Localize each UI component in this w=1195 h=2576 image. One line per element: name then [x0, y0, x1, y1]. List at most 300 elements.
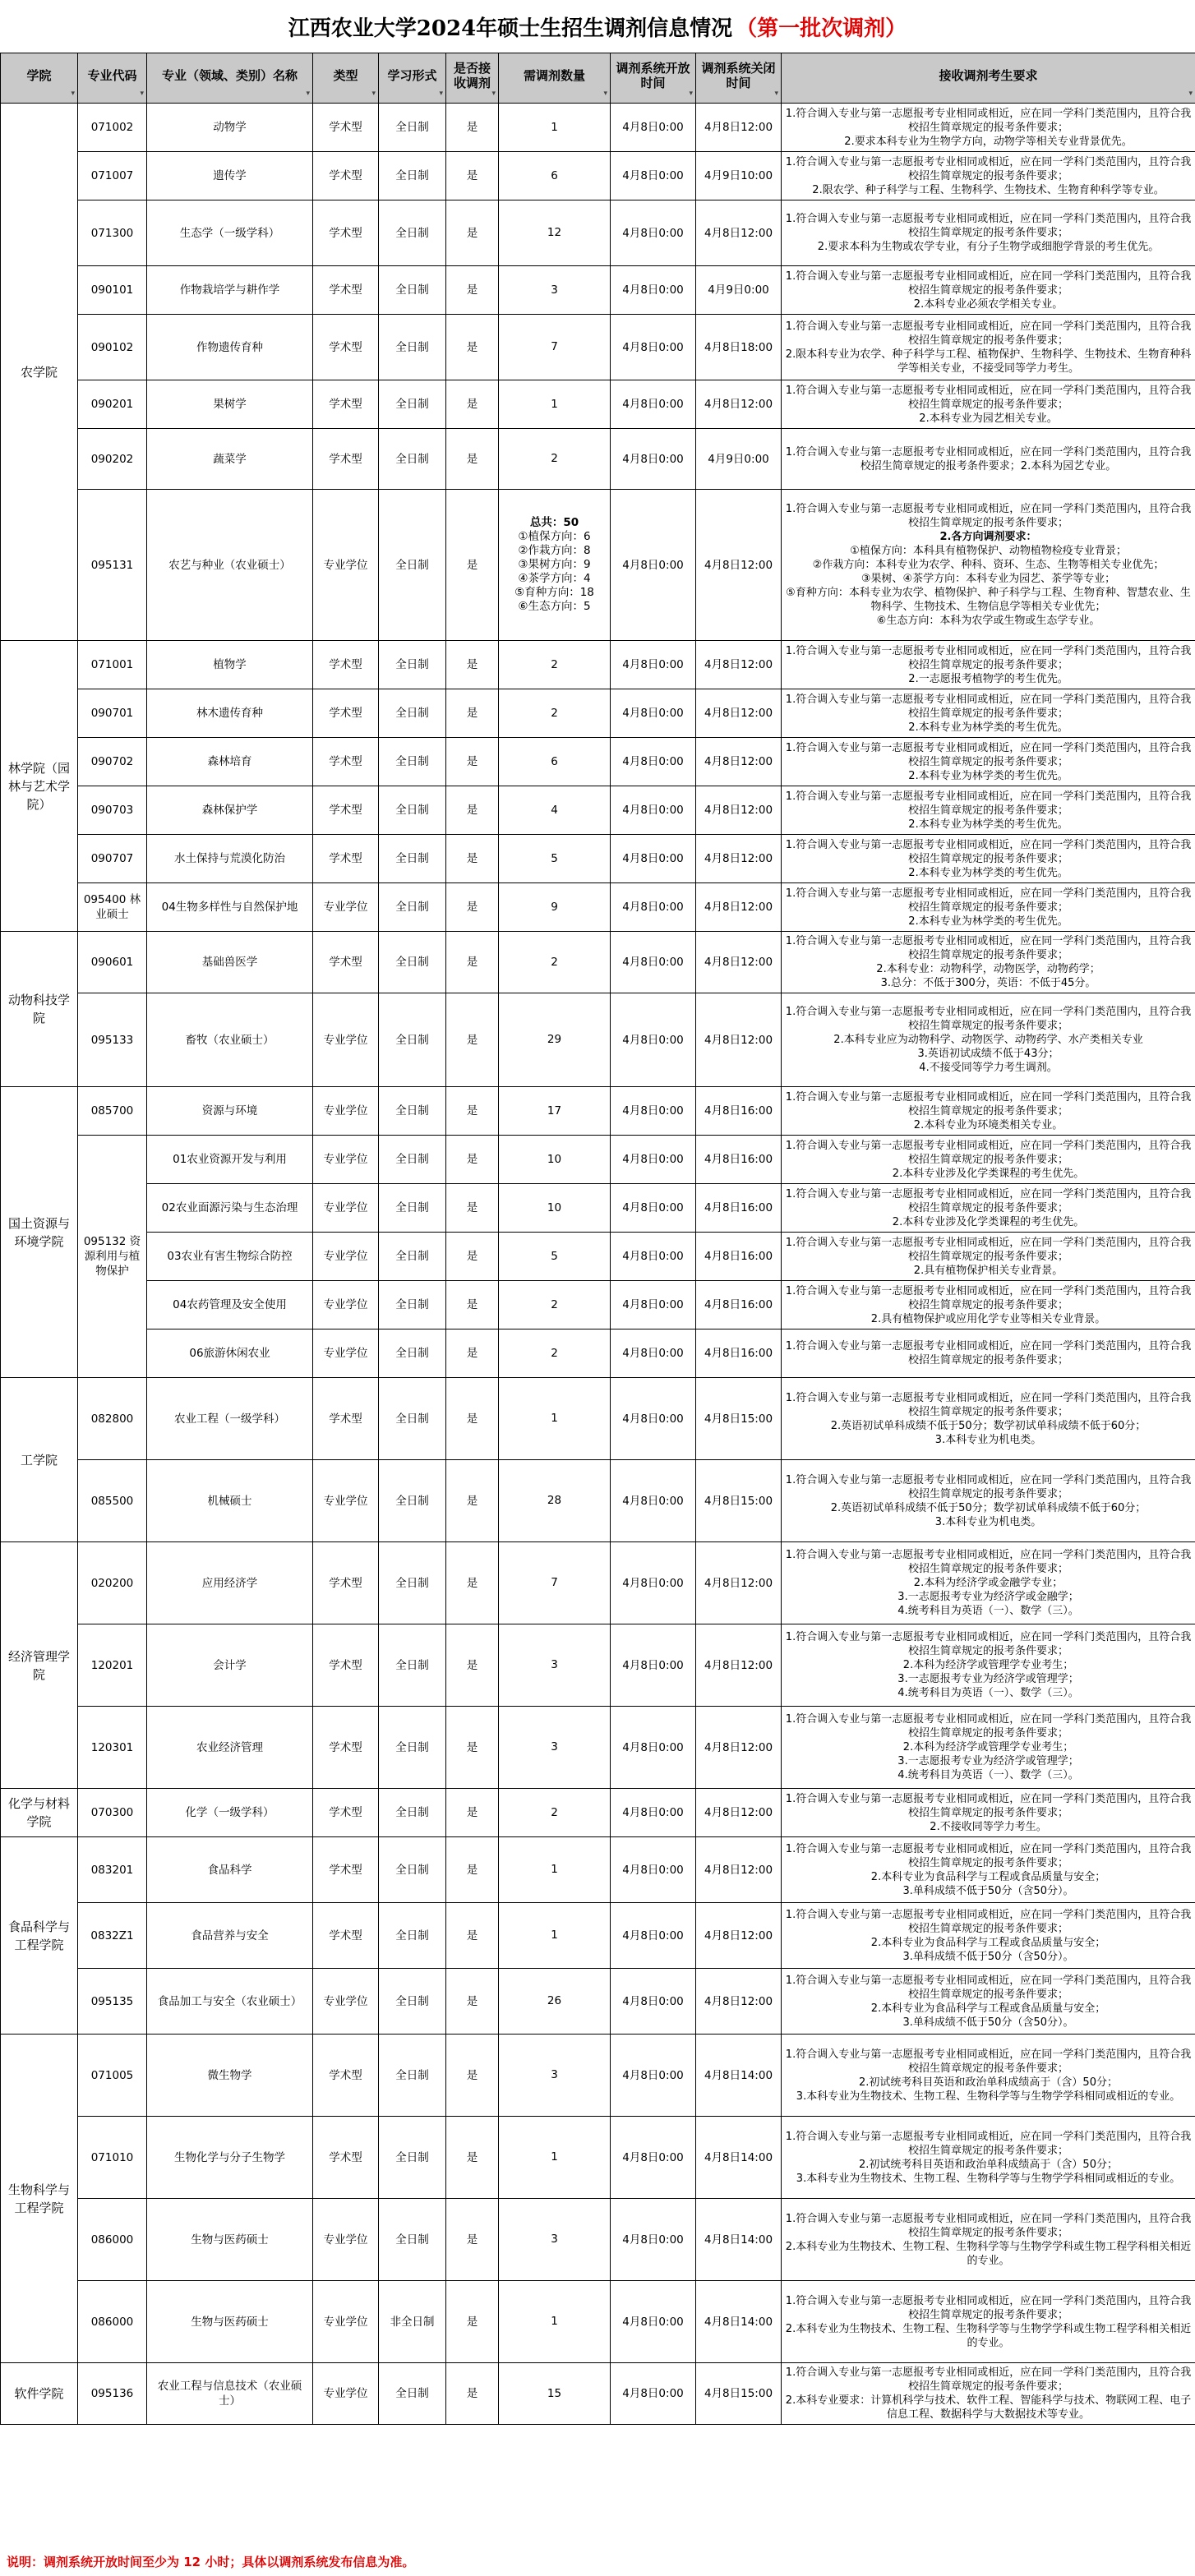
requirement-line: 2.本科为经济学或金融学专业； [913, 1577, 1064, 1589]
requirement-line: 3.一志愿报考专业为经济学或管理学； [897, 1755, 1079, 1767]
open-time-cell: 4月8日0:00 [611, 2117, 696, 2199]
accept-cell: 是 [446, 689, 499, 738]
table-row [1, 2117, 1195, 2199]
department-cell: 软件学院 [1, 2363, 78, 2425]
accept-cell: 是 [446, 380, 499, 429]
requirement-line: 2.本科专业为生物技术、生物工程、生物科学等与生物学学科或生物工程学科相关相近的专业。 [785, 2322, 1192, 2349]
mode-cell: 全日制 [379, 883, 446, 932]
major-cell: 农艺与种业（农业硕士） [147, 490, 313, 641]
requirement-line: 1.符合调入专业与第一志愿报考专业相同或相近，应在同一学科门类范围内，且符合我校招生简章规定的报考条件要求； [785, 320, 1192, 347]
requirement-line: 2.具有植物保护或应用化学专业等相关专业背景。 [870, 1312, 1106, 1325]
requirements-cell [782, 380, 1195, 429]
requirement-line: 1.符合调入专业与第一志愿报考专业相同或相近，应在同一学科门类范围内，且符合我校招生简章规定的报考条件要求； [785, 1340, 1192, 1366]
mode-cell: 全日制 [379, 200, 446, 266]
requirement-line: 1.符合调入专业与第一志愿报考专业相同或相近，应在同一学科门类范围内，且符合我校招生简章规定的报考条件要求； [785, 1006, 1192, 1032]
quota-cell [499, 266, 611, 315]
requirements-cell [782, 1233, 1195, 1281]
requirements-cell [782, 641, 1195, 689]
requirement-line: 3.本科专业为生物技术、生物工程、生物科学等与生物学学科相同或相近的专业。 [796, 2090, 1181, 2103]
major-code-cell: 085700 [78, 1087, 147, 1136]
close-time-cell: 4月8日16:00 [696, 1329, 782, 1378]
quota-line: 1 [551, 1863, 558, 1876]
quota-line: 1 [551, 1412, 558, 1425]
table-row [1, 490, 1195, 641]
mode-cell: 全日制 [379, 2035, 446, 2117]
major-code-cell: 090102 [78, 315, 147, 380]
mode-cell: 全日制 [379, 993, 446, 1087]
open-time-cell: 4月8日0:00 [611, 1624, 696, 1707]
major-cell: 生物化学与分子生物学 [147, 2117, 313, 2199]
quota-cell [499, 883, 611, 932]
accept-cell: 是 [446, 1281, 499, 1329]
quota-line: 1 [551, 120, 558, 134]
title-main: 江西农业大学2024年硕士生招生调剂信息情况 [288, 16, 733, 41]
column-header-label: 类型 [333, 68, 358, 83]
filter-dropdown-icon[interactable]: ▾ [140, 90, 144, 98]
type-cell: 学术型 [313, 835, 379, 883]
department-cell: 食品科学与工程学院 [1, 1837, 78, 2035]
quota-cell [499, 1087, 611, 1136]
type-cell: 专业学位 [313, 1136, 379, 1184]
requirement-line: ③果树、④茶学方向：本科专业为园艺、茶学等专业； [860, 573, 1116, 585]
type-cell: 学术型 [313, 1542, 379, 1624]
requirement-line: 3.一志愿报考专业为经济学或金融学； [897, 1591, 1079, 1603]
major-cell: 蔬菜学 [147, 429, 313, 490]
requirement-line: 1.符合调入专业与第一志愿报考专业相同或相近，应在同一学科门类范围内，且符合我校招生简章规定的报考条件要求； [785, 1187, 1192, 1214]
mode-cell: 全日制 [379, 738, 446, 786]
type-cell: 专业学位 [313, 1460, 379, 1542]
type-cell: 学术型 [313, 1837, 379, 1903]
type-cell: 专业学位 [313, 1329, 379, 1378]
requirement-line: 3.英语初试成绩不低于43分； [917, 1048, 1059, 1060]
type-cell: 专业学位 [313, 1233, 379, 1281]
major-code-cell: 095132 资源利用与植物保护 [78, 1136, 147, 1378]
requirement-line: 2.本科专业涉及化学类课程的考生优先。 [892, 1215, 1085, 1228]
table-row [1, 993, 1195, 1087]
quota-cell [499, 1329, 611, 1378]
quota-line: 3 [551, 1658, 558, 1671]
major-cell: 食品加工与安全（农业硕士） [147, 1969, 313, 2035]
major-cell: 遗传学 [147, 152, 313, 200]
major-code-cell: 090707 [78, 835, 147, 883]
major-cell: 植物学 [147, 641, 313, 689]
accept-cell: 是 [446, 993, 499, 1087]
requirement-line: 2.英语初试单科成绩不低于50分；数学初试单科成绩不低于60分； [830, 1501, 1147, 1514]
requirement-line: 3.本科专业为机电类。 [934, 1433, 1042, 1446]
mode-cell: 全日制 [379, 1707, 446, 1789]
requirements-cell [782, 490, 1195, 641]
quota-cell [499, 1969, 611, 2035]
major-cell: 微生物学 [147, 2035, 313, 2117]
requirement-line: 2.一志愿报考植物学的考生优先。 [908, 672, 1068, 685]
mode-cell: 全日制 [379, 835, 446, 883]
major-cell: 农业经济管理 [147, 1707, 313, 1789]
close-time-cell: 4月8日12:00 [696, 641, 782, 689]
major-code-cell: 071005 [78, 2035, 147, 2117]
requirement-line: ②作栽方向：本科专业为农学、种科、资环、生态、生物等相关专业优先； [812, 559, 1165, 571]
accept-cell: 是 [446, 641, 499, 689]
footnote: 说明：调剂系统开放时间至少为 12 小时；具体以调剂系统发布信息为准。 [7, 2554, 415, 2569]
requirement-line: 2.本科专业为林学类的考生优先。 [908, 915, 1068, 928]
type-cell: 学术型 [313, 1624, 379, 1707]
table-row [1, 2363, 1195, 2425]
major-cell: 农业工程（一级学科） [147, 1378, 313, 1460]
requirement-line: ⑥生态方向：本科为农学或生物或生态学专业。 [876, 615, 1100, 627]
requirements-cell [782, 315, 1195, 380]
requirement-line: 2.限农学、种子科学与工程、生物科学、生物技术、生物育种科学等专业。 [812, 183, 1165, 196]
column-header-type[interactable] [313, 53, 379, 104]
quota-line: 5 [551, 1249, 558, 1263]
requirement-line: 1.符合调入专业与第一志愿报考专业相同或相近，应在同一学科门类范围内，且符合我校招生简章规定的报考条件要求； [785, 270, 1192, 297]
column-header-close[interactable] [696, 53, 782, 104]
major-cell: 畜牧（农业硕士） [147, 993, 313, 1087]
column-header-req[interactable] [782, 53, 1195, 104]
quota-line: 2 [551, 955, 558, 969]
requirements-cell [782, 689, 1195, 738]
requirement-line: 1.符合调入专业与第一志愿报考专业相同或相近，应在同一学科门类范围内，且符合我校招生简章规定的报考条件要求；2.本科为园艺专业。 [785, 445, 1192, 472]
close-time-cell: 4月8日16:00 [696, 1281, 782, 1329]
close-time-cell: 4月8日16:00 [696, 1136, 782, 1184]
major-code-cell: 070300 [78, 1789, 147, 1837]
requirements-cell [782, 1707, 1195, 1789]
mode-cell: 全日制 [379, 104, 446, 152]
type-cell: 学术型 [313, 200, 379, 266]
quota-cell [499, 429, 611, 490]
quota-line: 4 [551, 803, 558, 817]
filter-dropdown-icon[interactable]: ▾ [491, 90, 496, 98]
requirement-line: 2.本科专业应为动物科学、动物医学、动物药学、水产类相关专业 [833, 1034, 1143, 1046]
table-row [1, 1281, 1195, 1329]
column-header-dept[interactable] [1, 53, 78, 104]
requirements-cell [782, 2199, 1195, 2281]
requirement-line: 2.限本科专业为农学、种子科学与工程、植物保护、生物科学、生物技术、生物育种科学等相关专业，不接受同等学力考生。 [785, 348, 1192, 375]
major-code-cell: 120201 [78, 1624, 147, 1707]
accept-cell: 是 [446, 1903, 499, 1969]
open-time-cell: 4月8日0:00 [611, 738, 696, 786]
table-row [1, 932, 1195, 993]
mode-cell: 全日制 [379, 1460, 446, 1542]
column-header-accept[interactable] [446, 53, 499, 104]
major-cell: 生物与医药硕士 [147, 2199, 313, 2281]
type-cell: 专业学位 [313, 2199, 379, 2281]
accept-cell: 是 [446, 1789, 499, 1837]
requirement-line: 1.符合调入专业与第一志愿报考专业相同或相近，应在同一学科门类范围内，且符合我校招生简章规定的报考条件要求； [785, 2294, 1192, 2321]
quota-cell [499, 1542, 611, 1624]
requirement-line: 4.统考科目为英语（一）、数学（三）。 [897, 1687, 1079, 1699]
mode-cell: 非全日制 [379, 2281, 446, 2363]
department-cell: 经济管理学院 [1, 1542, 78, 1789]
quota-cell [499, 1789, 611, 1837]
quota-line: 1 [551, 397, 558, 411]
quota-cell [499, 490, 611, 641]
open-time-cell: 4月8日0:00 [611, 1329, 696, 1378]
close-time-cell: 4月8日14:00 [696, 2281, 782, 2363]
mode-cell: 全日制 [379, 1378, 446, 1460]
table-row [1, 1087, 1195, 1136]
requirement-line: 2.本科专业为生物技术、生物工程、生物科学等与生物学学科或生物工程学科相关相近的专业。 [785, 2240, 1192, 2267]
quota-line: 1 [551, 2315, 558, 2328]
requirements-cell [782, 1184, 1195, 1233]
requirement-line: 3.本科专业为生物技术、生物工程、生物科学等与生物学学科相同或相近的专业。 [796, 2172, 1181, 2185]
requirement-line: 1.符合调入专业与第一志愿报考专业相同或相近，应在同一学科门类范围内，且符合我校招生简章规定的报考条件要求； [785, 693, 1192, 720]
filter-dropdown-icon[interactable]: ▾ [1188, 90, 1193, 98]
requirements-cell [782, 1378, 1195, 1460]
major-cell: 食品科学 [147, 1837, 313, 1903]
quota-line: 12 [547, 226, 562, 239]
open-time-cell: 4月8日0:00 [611, 1542, 696, 1624]
major-code-cell: 095136 [78, 2363, 147, 2425]
requirement-line: 1.符合调入专业与第一志愿报考专业相同或相近，应在同一学科门类范围内，且符合我校招生简章规定的报考条件要求； [785, 1473, 1192, 1500]
open-time-cell: 4月8日0:00 [611, 1378, 696, 1460]
table-row [1, 315, 1195, 380]
quota-cell [499, 104, 611, 152]
open-time-cell: 4月8日0:00 [611, 266, 696, 315]
table-row [1, 1789, 1195, 1837]
table-row [1, 104, 1195, 152]
accept-cell: 是 [446, 1542, 499, 1624]
column-header-code[interactable] [78, 53, 147, 104]
requirement-line: 1.符合调入专业与第一志愿报考专业相同或相近，应在同一学科门类范围内，且符合我校招生简章规定的报考条件要求； [785, 1391, 1192, 1418]
requirement-line: 1.符合调入专业与第一志愿报考专业相同或相近，应在同一学科门类范围内，且符合我校招生简章规定的报考条件要求； [785, 1631, 1192, 1657]
close-time-cell: 4月8日14:00 [696, 2035, 782, 2117]
requirements-cell [782, 104, 1195, 152]
filter-dropdown-icon[interactable]: ▾ [306, 90, 310, 98]
major-code-cell: 071010 [78, 2117, 147, 2199]
mode-cell: 全日制 [379, 1837, 446, 1903]
quota-line: 29 [547, 1033, 562, 1046]
major-code-cell: 071300 [78, 200, 147, 266]
major-code-cell: 086000 [78, 2199, 147, 2281]
close-time-cell: 4月8日12:00 [696, 1789, 782, 1837]
accept-cell: 是 [446, 786, 499, 835]
requirement-line: 2.本科专业为林学类的考生优先。 [908, 721, 1068, 734]
open-time-cell: 4月8日0:00 [611, 1087, 696, 1136]
close-time-cell: 4月8日12:00 [696, 786, 782, 835]
quota-cell [499, 993, 611, 1087]
major-code-cell: 090201 [78, 380, 147, 429]
accept-cell: 是 [446, 835, 499, 883]
requirement-line: 2.要求本科为生物或农学专业，有分子生物学或细胞学背景的考生优先。 [817, 241, 1160, 253]
requirement-line: 2.初试统考科目英语和政治单科成绩高于（含）50分； [859, 2076, 1118, 2089]
quota-cell [499, 1903, 611, 1969]
open-time-cell: 4月8日0:00 [611, 689, 696, 738]
table-row [1, 883, 1195, 932]
quota-line: 6 [551, 168, 558, 182]
major-code-cell: 082800 [78, 1378, 147, 1460]
close-time-cell: 4月8日12:00 [696, 993, 782, 1087]
column-header-open[interactable] [611, 53, 696, 104]
table-row [1, 1624, 1195, 1707]
open-time-cell: 4月8日0:00 [611, 200, 696, 266]
filter-dropdown-icon[interactable]: ▾ [439, 90, 443, 98]
type-cell: 学术型 [313, 1378, 379, 1460]
requirements-cell [782, 1460, 1195, 1542]
close-time-cell: 4月9日0:00 [696, 429, 782, 490]
department-cell: 国土资源与环境学院 [1, 1087, 78, 1378]
open-time-cell: 4月8日0:00 [611, 835, 696, 883]
mode-cell: 全日制 [379, 2199, 446, 2281]
column-header-label: 学习形式 [387, 68, 437, 83]
requirement-line: 2.本科专业为林学类的考生优先。 [908, 769, 1068, 782]
quota-line: 2 [551, 657, 558, 671]
type-cell: 学术型 [313, 104, 379, 152]
open-time-cell: 4月8日0:00 [611, 2363, 696, 2425]
open-time-cell: 4月8日0:00 [611, 1969, 696, 2035]
type-cell: 学术型 [313, 266, 379, 315]
type-cell: 学术型 [313, 641, 379, 689]
quota-line: ③果树方向：9 [518, 558, 591, 571]
mode-cell: 全日制 [379, 1087, 446, 1136]
column-header-quota[interactable] [499, 53, 611, 104]
requirement-line: 2.本科专业必须农学相关专业。 [913, 297, 1064, 311]
requirement-line: 2.本科专业为园艺相关专业。 [919, 412, 1058, 425]
quota-cell [499, 932, 611, 993]
accept-cell: 是 [446, 1707, 499, 1789]
major-cell: 02农业面源污染与生态治理 [147, 1184, 313, 1233]
major-cell: 06旅游休闲农业 [147, 1329, 313, 1378]
requirement-line: 4.不接受同等学力考生调剂。 [919, 1062, 1058, 1074]
filter-dropdown-icon[interactable]: ▾ [71, 90, 75, 98]
requirements-cell [782, 1624, 1195, 1707]
type-cell: 专业学位 [313, 2363, 379, 2425]
quota-cell [499, 1233, 611, 1281]
major-cell: 动物学 [147, 104, 313, 152]
quota-cell [499, 1707, 611, 1789]
major-cell: 作物栽培学与耕作学 [147, 266, 313, 315]
column-header-label: 专业（领域、类别）名称 [161, 68, 298, 83]
requirement-line: 1.符合调入专业与第一志愿报考专业相同或相近，应在同一学科门类范围内，且符合我校招生简章规定的报考条件要求； [785, 503, 1192, 529]
close-time-cell: 4月8日16:00 [696, 1184, 782, 1233]
column-header-label: 需调剂数量 [523, 68, 585, 83]
requirement-line: 2.不接收同等学力考生。 [930, 1820, 1047, 1833]
quota-cell [499, 2363, 611, 2425]
table-row [1, 266, 1195, 315]
major-cell: 生态学（一级学科） [147, 200, 313, 266]
major-cell: 作物遗传育种 [147, 315, 313, 380]
type-cell: 学术型 [313, 1903, 379, 1969]
close-time-cell: 4月8日12:00 [696, 200, 782, 266]
requirement-line: 1.符合调入专业与第一志愿报考专业相同或相近，应在同一学科门类范围内，且符合我校招生简章规定的报考条件要求； [785, 741, 1192, 768]
filter-dropdown-icon[interactable]: ▾ [774, 90, 778, 98]
type-cell: 学术型 [313, 2035, 379, 2117]
mode-cell: 全日制 [379, 1969, 446, 2035]
type-cell: 学术型 [313, 1789, 379, 1837]
mode-cell: 全日制 [379, 380, 446, 429]
quota-cell [499, 1281, 611, 1329]
close-time-cell: 4月8日12:00 [696, 380, 782, 429]
requirement-line: 2.本科专业为林学类的考生优先。 [908, 866, 1068, 879]
table-row [1, 1184, 1195, 1233]
requirements-cell [782, 786, 1195, 835]
major-cell: 资源与环境 [147, 1087, 313, 1136]
filter-dropdown-icon[interactable]: ▾ [371, 90, 376, 98]
requirements-cell [782, 835, 1195, 883]
requirement-line: 3.总分：不低于300分，英语：不低于45分。 [880, 977, 1096, 989]
requirement-line: 1.符合调入专业与第一志愿报考专业相同或相近，应在同一学科门类范围内，且符合我校招生简章规定的报考条件要求； [785, 1974, 1192, 2001]
mode-cell: 全日制 [379, 689, 446, 738]
close-time-cell: 4月8日12:00 [696, 1624, 782, 1707]
quota-cell [499, 738, 611, 786]
requirements-cell [782, 738, 1195, 786]
major-code-cell: 086000 [78, 2281, 147, 2363]
major-cell: 04生物多样性与自然保护地 [147, 883, 313, 932]
table-row [1, 1233, 1195, 1281]
close-time-cell: 4月8日12:00 [696, 1903, 782, 1969]
close-time-cell: 4月8日15:00 [696, 1378, 782, 1460]
requirement-line: ⑤育种方向：本科专业为农学、植物保护、种子科学与工程、生物育种、智慧农业、生物科学、生物技术、生物信息学等相关专业优先； [786, 587, 1191, 613]
column-header-mode[interactable] [379, 53, 446, 104]
requirement-line: 1.符合调入专业与第一志愿报考专业相同或相近，应在同一学科门类范围内，且符合我校招生简章规定的报考条件要求； [785, 2130, 1192, 2157]
filter-dropdown-icon[interactable]: ▾ [603, 90, 607, 98]
open-time-cell: 4月8日0:00 [611, 1281, 696, 1329]
table-row [1, 380, 1195, 429]
open-time-cell: 4月8日0:00 [611, 786, 696, 835]
mode-cell: 全日制 [379, 1903, 446, 1969]
requirement-line: 1.符合调入专业与第一志愿报考专业相同或相近，应在同一学科门类范围内，且符合我校招生简章规定的报考条件要求； [785, 2212, 1192, 2239]
major-cell: 机械硕士 [147, 1460, 313, 1542]
requirements-cell [782, 429, 1195, 490]
table-row [1, 1903, 1195, 1969]
requirement-line: 1.符合调入专业与第一志愿报考专业相同或相近，应在同一学科门类范围内，且符合我校招生简章规定的报考条件要求； [785, 1842, 1192, 1869]
major-cell: 01农业资源开发与利用 [147, 1136, 313, 1184]
quota-cell [499, 689, 611, 738]
quota-cell [499, 1837, 611, 1903]
column-header-label: 调剂系统关闭时间 [701, 61, 776, 90]
quota-line: 3 [551, 1740, 558, 1753]
major-cell: 基础兽医学 [147, 932, 313, 993]
close-time-cell: 4月8日12:00 [696, 1707, 782, 1789]
major-code-cell: 090701 [78, 689, 147, 738]
close-time-cell: 4月8日12:00 [696, 490, 782, 641]
major-cell: 应用经济学 [147, 1542, 313, 1624]
department-cell: 林学院（园林与艺术学院） [1, 641, 78, 932]
open-time-cell: 4月8日0:00 [611, 2035, 696, 2117]
quota-cell [499, 2281, 611, 2363]
quota-line: ⑤育种方向：18 [514, 586, 594, 599]
requirement-line: 1.符合调入专业与第一志愿报考专业相同或相近，应在同一学科门类范围内，且符合我校招生简章规定的报考条件要求； [785, 644, 1192, 671]
requirement-line: 2.本科为经济学或管理学专业考生； [902, 1659, 1074, 1671]
requirement-line: 1.符合调入专业与第一志愿报考专业相同或相近，应在同一学科门类范围内，且符合我校招生简章规定的报考条件要求； [785, 790, 1192, 817]
type-cell: 专业学位 [313, 883, 379, 932]
accept-cell: 是 [446, 1136, 499, 1184]
quota-line: 总共：50 [529, 516, 579, 529]
accept-cell: 是 [446, 883, 499, 932]
requirements-cell [782, 2035, 1195, 2117]
column-header-label: 是否接收调剂 [453, 61, 491, 90]
filter-dropdown-icon[interactable]: ▾ [689, 90, 693, 98]
open-time-cell: 4月8日0:00 [611, 1903, 696, 1969]
type-cell: 专业学位 [313, 490, 379, 641]
quota-line: 3 [551, 2068, 558, 2081]
column-header-label: 接收调剂考生要求 [939, 68, 1038, 83]
requirement-line: 1.符合调入专业与第一志愿报考专业相同或相近，应在同一学科门类范围内，且符合我校招生简章规定的报考条件要求； [785, 1090, 1192, 1117]
open-time-cell: 4月8日0:00 [611, 641, 696, 689]
accept-cell: 是 [446, 2035, 499, 2117]
major-cell: 03农业有害生物综合防控 [147, 1233, 313, 1281]
accept-cell: 是 [446, 200, 499, 266]
table-row [1, 1837, 1195, 1903]
quota-cell [499, 1378, 611, 1460]
quota-cell [499, 1460, 611, 1542]
mode-cell: 全日制 [379, 1789, 446, 1837]
accept-cell: 是 [446, 1837, 499, 1903]
mode-cell: 全日制 [379, 1329, 446, 1378]
open-time-cell: 4月8日0:00 [611, 380, 696, 429]
column-header-major[interactable] [147, 53, 313, 104]
close-time-cell: 4月9日0:00 [696, 266, 782, 315]
requirement-line: 3.一志愿报考专业为经济学或管理学； [897, 1673, 1079, 1685]
requirement-line: 1.符合调入专业与第一志愿报考专业相同或相近，应在同一学科门类范围内，且符合我校招生简章规定的报考条件要求； [785, 2366, 1192, 2393]
